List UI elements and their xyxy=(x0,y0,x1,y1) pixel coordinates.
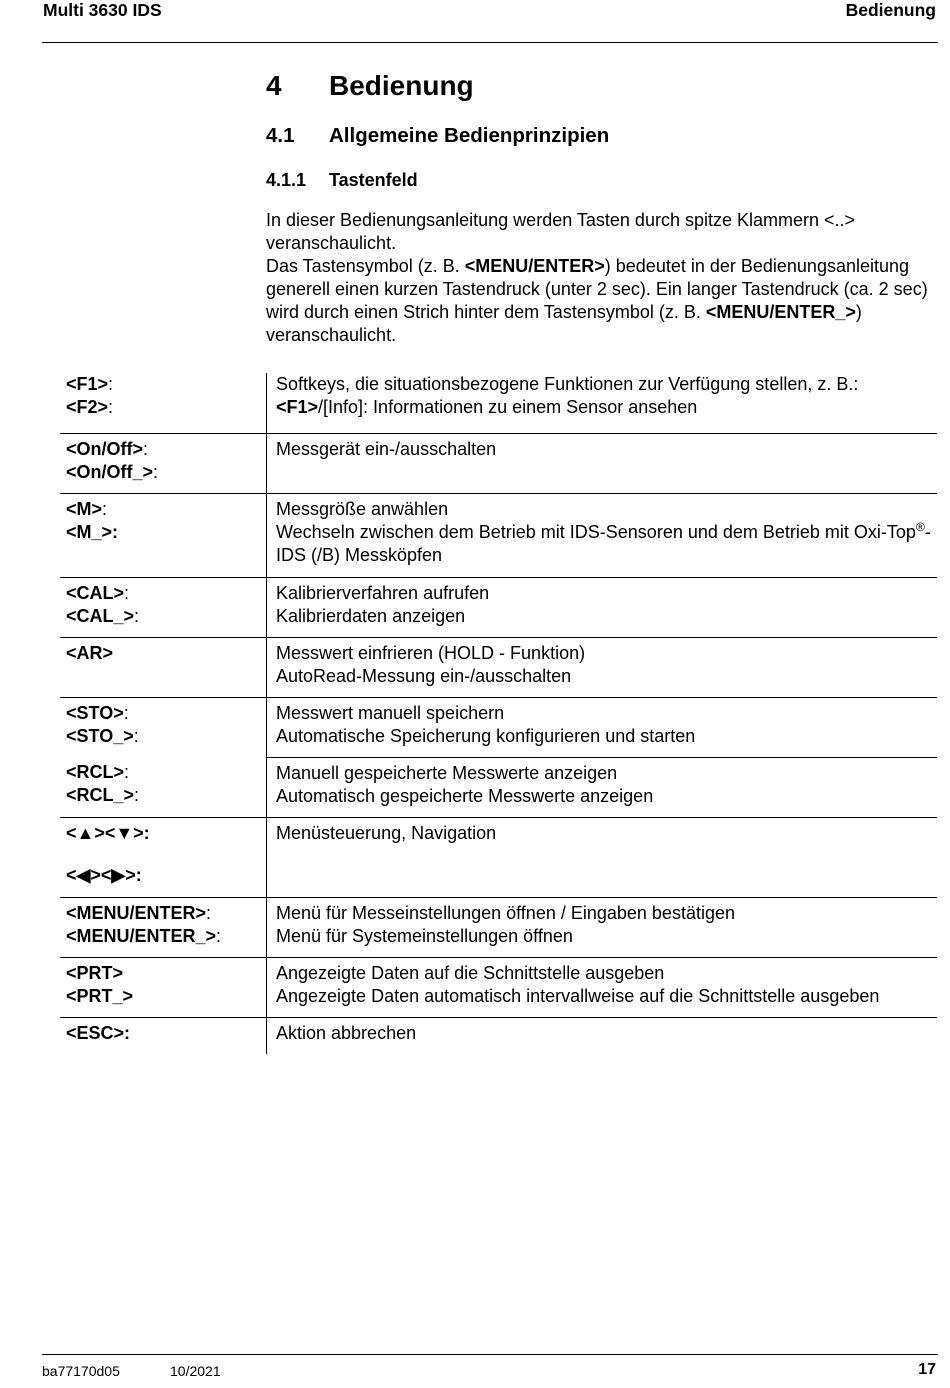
key-cell xyxy=(60,957,267,1017)
key-cal-long: <CAL_> xyxy=(66,605,135,626)
description-line: Messgerät ein-/ausschalten xyxy=(276,438,497,459)
key-colon: : xyxy=(134,785,140,805)
key-f1: <F1> xyxy=(66,374,109,394)
description-cell xyxy=(267,697,938,757)
key-menu-enter-long: <MENU/ENTER_> xyxy=(66,925,217,946)
running-header-product: Multi 3630 IDS xyxy=(43,0,162,20)
key-row-on-off xyxy=(60,433,937,493)
key-colon: : xyxy=(216,925,222,946)
description-line: Angezeigte Daten automatisch intervallweise auf die Schnittstelle ausgeben xyxy=(276,985,880,1006)
key-prt-long: <PRT_> xyxy=(66,985,134,1006)
description-line: Softkeys, die situationsbezogene Funktionen zur Verfügung stellen, z. B.: xyxy=(276,374,859,394)
subsection-heading xyxy=(266,169,418,191)
key-cell xyxy=(60,637,267,697)
description-line: Menüsteuerung, Navigation xyxy=(276,822,497,843)
key-on-off-long: <On/Off_> xyxy=(66,461,154,482)
key-cal: <CAL> xyxy=(66,582,125,603)
key-esc: <ESC>: xyxy=(66,1022,131,1043)
subsection-number: 4.1.1 xyxy=(266,170,307,190)
key-menu-enter: <MENU/ENTER> xyxy=(464,256,605,276)
running-header-chapter: Bedienung xyxy=(845,0,936,20)
key-colon: : xyxy=(153,461,159,482)
key-row-prt xyxy=(60,957,937,1017)
key-cell xyxy=(60,373,267,433)
chapter-title: Bedienung xyxy=(329,70,474,101)
description-line: Automatische Speicherung konfigurieren und starten xyxy=(276,725,696,746)
description-cell xyxy=(267,577,938,637)
key-colon: : xyxy=(134,605,140,626)
description-line: /[Info]: Informationen zu einem Sensor ansehen xyxy=(318,397,698,417)
key-colon: : xyxy=(143,438,149,459)
key-cell xyxy=(60,433,267,493)
header-rule xyxy=(42,42,938,43)
key-table xyxy=(60,373,937,1054)
key-f2: <F2> xyxy=(66,397,109,417)
key-cell xyxy=(60,1017,267,1054)
key-row-sto xyxy=(60,697,937,757)
key-colon: : xyxy=(124,582,130,603)
description-cell xyxy=(267,957,938,1017)
intro-paragraph-2 xyxy=(266,255,936,347)
description-line: Kalibrierdaten anzeigen xyxy=(276,605,466,626)
key-row-navigation xyxy=(60,817,937,897)
description-cell xyxy=(267,897,938,957)
chapter-number: 4 xyxy=(266,70,282,101)
description-cell xyxy=(267,493,938,577)
description-cell xyxy=(267,373,938,433)
registered-mark: ® xyxy=(915,519,925,534)
footer-doc-number: ba77170d05 xyxy=(42,1363,120,1379)
section-number: 4.1 xyxy=(266,124,295,147)
description-line: Manuell gespeicherte Messwerte anzeigen xyxy=(276,762,618,783)
key-menu-enter: <MENU/ENTER> xyxy=(66,902,207,923)
key-menu-enter-long: <MENU/ENTER_> xyxy=(705,302,856,322)
intro-p2-text-c: ) veranschaulicht. xyxy=(266,302,862,345)
description-line-end: -IDS (/B) Messköpfen xyxy=(276,521,931,565)
description-line: Menü für Messeinstellungen öffnen / Eingaben bestätigen xyxy=(276,902,735,923)
key-colon: : xyxy=(133,725,139,746)
description-line: Automatisch gespeicherte Messwerte anzeigen xyxy=(276,785,654,806)
key-up-down: <▲><▼>: xyxy=(66,822,150,843)
key-prt: <PRT> xyxy=(66,962,124,983)
key-row-menu-enter xyxy=(60,897,937,957)
description-cell xyxy=(267,637,938,697)
description-line: Messwert manuell speichern xyxy=(276,702,505,723)
description-line: Menü für Systemeinstellungen öffnen xyxy=(276,925,573,946)
footer-date: 10/2021 xyxy=(170,1363,221,1379)
description-cell xyxy=(267,1017,938,1054)
key-colon: : xyxy=(206,902,212,923)
key-colon: : xyxy=(108,374,114,394)
key-m: <M> xyxy=(66,498,103,519)
key-m-long: <M_>: xyxy=(66,521,119,542)
section-title: Allgemeine Bedienprinzipien xyxy=(329,124,610,147)
description-line: Kalibrierverfahren aufrufen xyxy=(276,582,490,603)
key-sto-long: <STO_> xyxy=(66,725,134,746)
description-line: Wechseln zwischen dem Betrieb mit IDS-Sensoren und dem Betrieb mit Oxi-Top xyxy=(276,521,916,542)
description-cell xyxy=(267,817,938,897)
description-line: Angezeigte Daten auf die Schnittstelle ausgeben xyxy=(276,962,665,983)
intro-text xyxy=(266,209,936,347)
key-on-off: <On/Off> xyxy=(66,438,144,459)
description-line: Messwert einfrieren (HOLD - Funktion) xyxy=(276,642,586,663)
description-line: AutoRead-Messung ein-/ausschalten xyxy=(276,665,572,686)
page-number: 17 xyxy=(918,1361,936,1378)
key-row-esc xyxy=(60,1017,937,1054)
key-row-m xyxy=(60,493,937,577)
key-colon: : xyxy=(102,498,108,519)
intro-paragraph-1: In dieser Bedienungsanleitung werden Tasten durch spitze Klammern <..> veranschaulicht. xyxy=(266,210,856,253)
key-row-cal xyxy=(60,577,937,637)
key-left-right: <◀><▶>: xyxy=(66,864,142,885)
description-cell xyxy=(267,433,938,493)
key-cell xyxy=(60,577,267,637)
key-cell xyxy=(60,817,267,897)
key-ar: <AR> xyxy=(66,642,114,663)
intro-p2-text-a: Das Tastensymbol (z. B. xyxy=(266,256,465,276)
footer-rule xyxy=(42,1354,938,1355)
description-line: Aktion abbrechen xyxy=(276,1022,417,1043)
section-heading xyxy=(266,124,609,148)
key-row-ar xyxy=(60,637,937,697)
key-cell xyxy=(60,757,267,817)
description-cell xyxy=(267,757,938,817)
key-colon: : xyxy=(108,397,114,417)
subsection-title: Tastenfeld xyxy=(329,170,418,190)
key-rcl: <RCL> xyxy=(66,762,125,782)
description-line: Messgröße anwählen xyxy=(276,498,449,519)
key-colon: : xyxy=(123,702,129,723)
key-cell xyxy=(60,493,267,577)
key-row-softkeys xyxy=(60,373,937,433)
key-rcl-long: <RCL_> xyxy=(66,785,135,805)
key-sto: <STO> xyxy=(66,702,124,723)
key-cell xyxy=(60,697,267,757)
key-f1-inline: <F1> xyxy=(276,397,319,417)
chapter-heading xyxy=(266,70,474,102)
intro-p2-text-b: ) bedeutet in der Bedienungsanleitung generell einen kurzen Tastendruck (unter 2 sec). Ein langer Tastendruck (ca. 2 sec) wird durch einen Strich hinter dem Tastensymbol (z. B. xyxy=(266,256,928,322)
key-cell xyxy=(60,897,267,957)
key-colon: : xyxy=(124,762,130,782)
key-row-rcl xyxy=(60,757,937,817)
